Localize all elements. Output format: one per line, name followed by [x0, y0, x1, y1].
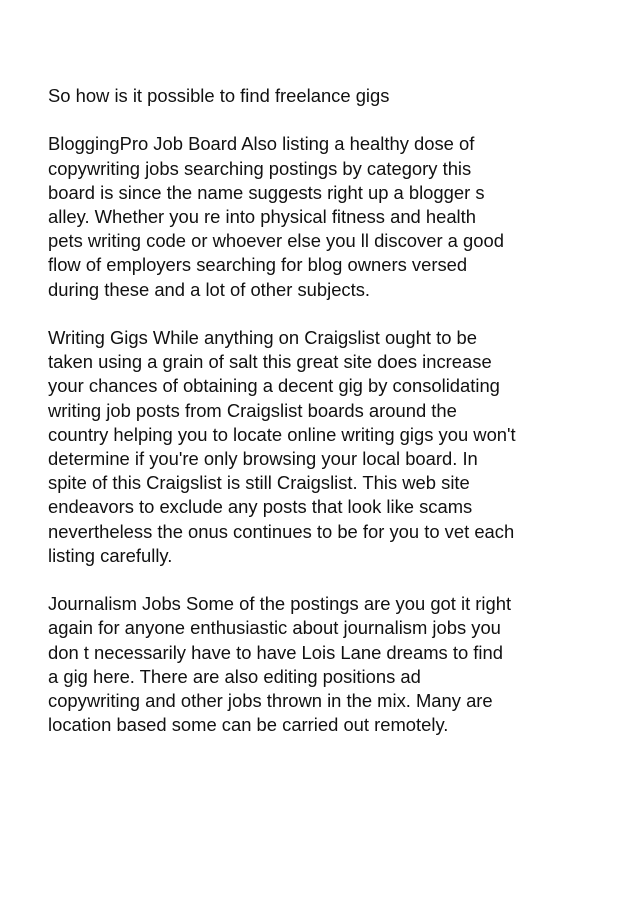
text-line: nevertheless the onus continues to be for you to vet each [48, 520, 515, 542]
text-line: copywriting and other jobs thrown in the mix. Many are [48, 690, 493, 712]
text-line: writing job posts from Craigslist boards around the [48, 399, 457, 421]
text-line: Journalism Jobs Some of the postings are you got it right [48, 593, 512, 615]
text-line: flow of employers searching for blog owners versed [48, 254, 468, 276]
text-line: Writing Gigs While anything on Craigslist ought to be [48, 327, 477, 348]
text-line: board is since the name suggests right up a blogger s [48, 181, 485, 203]
text-line: your chances of obtaining a decent gig by consolidating [48, 375, 500, 397]
text-line: again for anyone enthusiastic about journalism jobs you [48, 617, 501, 639]
document-body [48, 84, 608, 762]
text-line: taken using a grain of salt this great site does increase [48, 351, 492, 373]
text-line: don t necessarily have to have Lois Lane dreams to find [48, 641, 503, 663]
text-line: a gig here. There are also editing positions ad [48, 665, 421, 687]
text-line: during these and a lot of other subjects. [48, 278, 371, 300]
text-line: listing carefully. [48, 544, 173, 566]
text-line: location based some can be carried out remotely. [48, 714, 449, 736]
text-line: determine if you're only browsing your local board. In [48, 448, 478, 470]
text-line: BloggingPro Job Board Also listing a healthy dose of [48, 133, 475, 155]
text-line: endeavors to exclude any posts that look like scams [48, 496, 473, 518]
paragraph-journalism-jobs [48, 592, 608, 737]
text-line: alley. Whether you re into physical fitness and health [48, 206, 476, 227]
document-heading [48, 84, 608, 108]
paragraph-bloggingpro [48, 132, 608, 301]
text-line: copywriting jobs searching postings by category this [48, 157, 472, 179]
text-line: country helping you to locate online writing gigs you won't [48, 423, 516, 445]
text-line: pets writing code or whoever else you ll discover a good [48, 230, 504, 252]
text-line: spite of this Craigslist is still Craigslist. This web site [48, 472, 470, 494]
paragraph-writing-gigs [48, 326, 608, 568]
heading-text: So how is it possible to find freelance gigs [48, 85, 390, 106]
